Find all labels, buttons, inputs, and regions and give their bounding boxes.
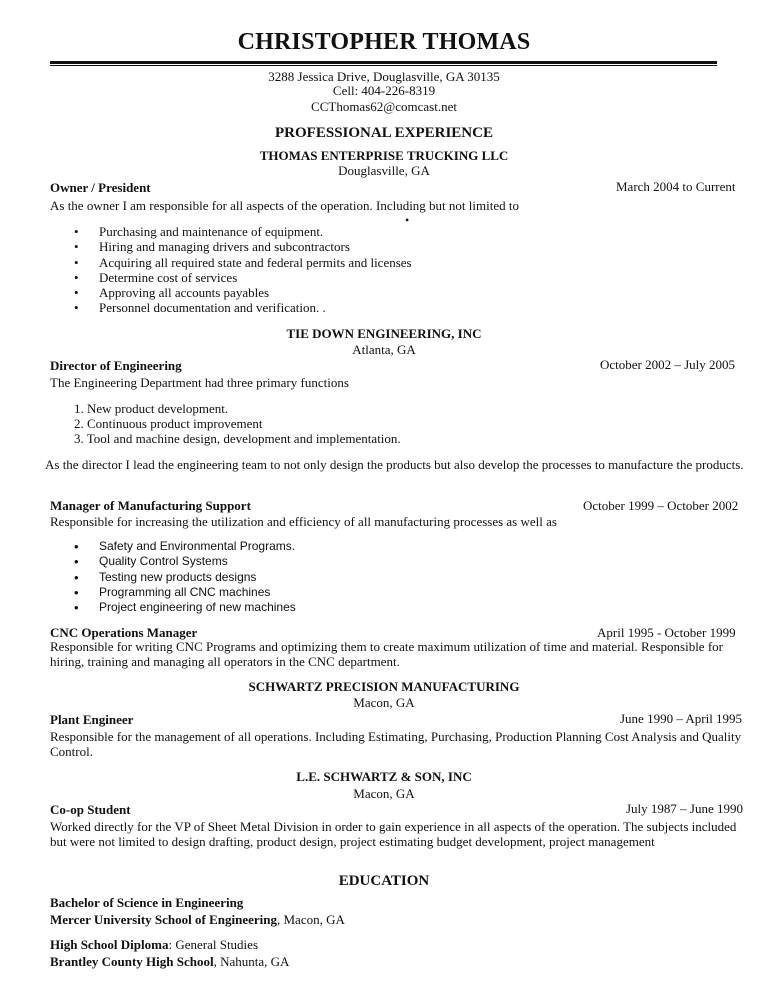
role-coop-student: Co-op Student — [50, 802, 131, 817]
diploma-line — [50, 937, 258, 953]
location-schwartz-son: Macon, GA — [353, 786, 415, 801]
role-director: Director of Engineering — [50, 358, 182, 373]
header-rule-thin — [50, 65, 717, 66]
role-plant-engineer: Plant Engineer — [50, 712, 134, 727]
list-item: • Personnel documentation and verification. . — [74, 300, 412, 315]
college-location: , Macon, GA — [277, 912, 345, 927]
stray-bullet: • — [405, 213, 410, 227]
dates-owner: March 2004 to Current — [616, 179, 736, 194]
address: 3288 Jessica Drive, Douglasville, GA 30135 — [268, 69, 500, 84]
list-item: 1. New product development. — [74, 401, 229, 416]
cell-phone: Cell: 404-226-8319 — [332, 83, 436, 98]
list-item: • Quality Control Systems — [74, 554, 296, 569]
highschool-line — [50, 954, 289, 970]
diploma-name: High School Diploma — [50, 937, 169, 952]
location-thomas: Douglasville, GA — [338, 163, 430, 178]
desc-coop-student: Worked directly for the VP of Sheet Metal Division in order to gain experience in all aspects of the operation. The subjects included but were not limited to design drafting, product design, project estimating budget development, project management — [50, 819, 737, 849]
college-line — [50, 912, 345, 928]
highschool-name: Brantley County High School — [50, 954, 214, 969]
dates-plant-engineer: June 1990 – April 1995 — [620, 711, 743, 726]
college-name: Mercer University School of Engineering — [50, 912, 277, 927]
company-thomas: THOMAS ENTERPRISE TRUCKING LLC — [259, 148, 509, 163]
location-schwartz-precision: Macon, GA — [353, 695, 415, 710]
degree: Bachelor of Science in Engineering — [50, 895, 244, 910]
highschool-location: , Nahunta, GA — [213, 954, 290, 969]
list-item: • Safety and Environmental Programs. — [74, 539, 296, 554]
company-schwartz-precision: SCHWARTZ PRECISION MANUFACTURING — [248, 679, 520, 694]
company-schwartz-son: L.E. SCHWARTZ & SON, INC — [296, 769, 472, 784]
dates-director: October 2002 – July 2005 — [600, 357, 736, 372]
list-item: • Hiring and managing drivers and subcontractors — [74, 239, 412, 254]
list-item: • Purchasing and maintenance of equipment. — [74, 224, 412, 239]
desc-cnc-manager: Responsible for writing CNC Programs and optimizing them to create maximum utilization of time and material. Responsible for hiring, training and managing all operators in the CNC department. — [50, 639, 723, 669]
list-item: • Acquiring all required state and federal permits and licenses — [74, 255, 412, 270]
role-cnc-manager: CNC Operations Manager — [50, 625, 198, 640]
experience-heading: PROFESSIONAL EXPERIENCE — [275, 125, 493, 141]
role-owner: Owner / President — [50, 180, 151, 195]
dates-cnc-manager: April 1995 - October 1999 — [597, 625, 736, 640]
role-manager-manufacturing: Manager of Manufacturing Support — [50, 498, 251, 513]
email: CCThomas62@comcast.net — [311, 99, 457, 114]
education-heading: EDUCATION — [338, 873, 430, 889]
list-item: • Approving all accounts payables — [74, 285, 412, 300]
dates-manager-manufacturing: October 1999 – October 2002 — [583, 498, 739, 513]
list-item: • Programming all CNC machines — [74, 585, 296, 600]
header-rule — [50, 61, 717, 64]
candidate-name: CHRISTOPHER THOMAS — [237, 29, 531, 55]
desc-director: The Engineering Department had three primary functions — [50, 375, 349, 390]
functions-list — [74, 401, 401, 446]
location-tiedown: Atlanta, GA — [352, 342, 416, 357]
desc-owner: As the owner I am responsible for all aspects of the operation. Including but not limited to — [50, 198, 519, 213]
director-summary: As the director I lead the engineering team to not only design the products but also develop the processes to manufacture the products. — [45, 457, 744, 472]
list-item: 2. Continuous product improvement — [74, 416, 263, 431]
list-item: 3. Tool and machine design, development and implementation. — [74, 431, 401, 446]
list-item: • Testing new products designs — [74, 570, 296, 585]
list-item: • Determine cost of services — [74, 270, 412, 285]
desc-manager-manufacturing: Responsible for increasing the utilization and efficiency of all manufacturing processes as well as — [50, 514, 557, 529]
desc-plant-engineer: Responsible for the management of all operations. Including Estimating, Purchasing, Production Planning Cost Analysis and Quality Control. — [50, 729, 742, 759]
list-item: • Project engineering of new machines — [74, 600, 296, 615]
diploma-detail: : General Studies — [168, 937, 259, 952]
manufacturing-support-list — [74, 539, 296, 615]
company-tiedown: TIE DOWN ENGINEERING, INC — [286, 326, 482, 341]
dates-coop-student: July 1987 – June 1990 — [626, 801, 743, 816]
owner-duties-list — [74, 224, 412, 316]
